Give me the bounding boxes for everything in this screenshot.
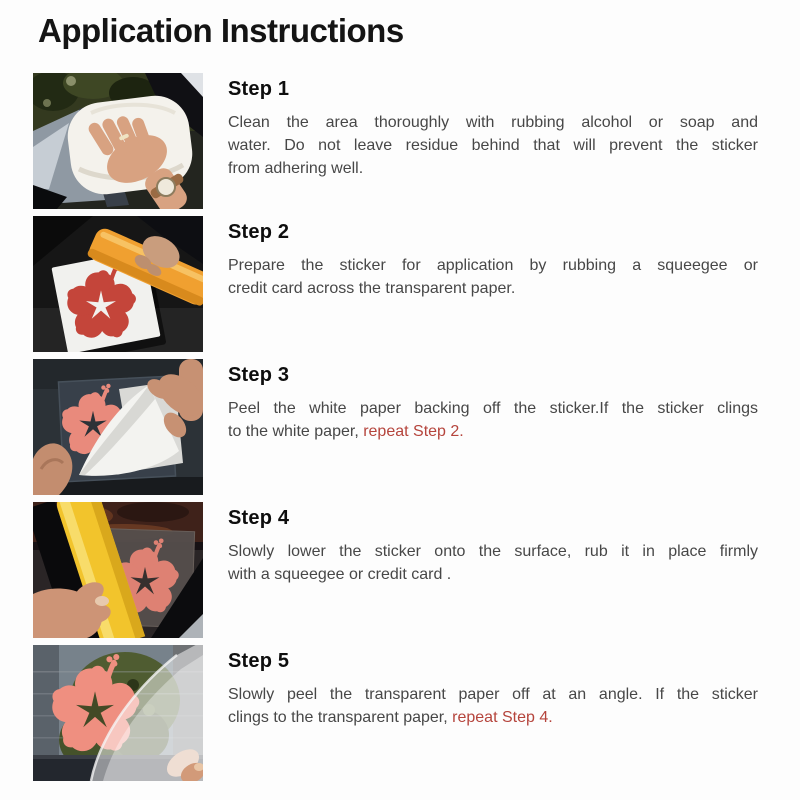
step4-body-line: Slowly lower the sticker onto the surface, rub it in place firmly	[228, 543, 758, 560]
step5-content	[228, 645, 758, 781]
step1-body-line: Clean the area thoroughly with rubbing alcohol or soap and	[228, 114, 758, 131]
step2-body-line: credit card across the transparent paper.	[228, 280, 516, 297]
step3-heading: Step 3	[228, 364, 290, 386]
step-row-3	[33, 359, 800, 495]
hand-wiping-car-surface-with-white-cloth-icon	[33, 73, 203, 209]
step4-body-line: with a squeegee or credit card .	[228, 566, 452, 583]
step-row-2	[33, 216, 800, 352]
steps-list	[33, 73, 800, 781]
step3-photo	[33, 359, 203, 495]
step4-heading: Step 4	[228, 507, 290, 529]
step4-photo	[33, 502, 203, 638]
hand-pressing-sticker-with-yellow-squeegee-icon	[33, 502, 203, 638]
page-title: Application Instructions	[38, 12, 404, 49]
hand-peeling-transparent-paper-off-window-icon	[33, 645, 203, 781]
step4-content	[228, 502, 758, 638]
step5-body-line: clings to the transparent paper, repeat Step 4.	[228, 709, 553, 726]
step2-photo	[33, 216, 203, 352]
repeat-step-2-text: repeat Step 2.	[363, 423, 464, 440]
step5-heading: Step 5	[228, 650, 290, 672]
step-row-1	[33, 73, 800, 209]
step1-body-line: from adhering well.	[228, 160, 364, 177]
squeegee-rubbing-sticker-on-black-table-icon	[33, 216, 203, 352]
step2-content	[228, 216, 758, 352]
step-row-4	[33, 502, 800, 638]
repeat-step-4-text: repeat Step 4.	[452, 709, 553, 726]
hands-peeling-white-paper-backing-icon	[33, 359, 203, 495]
step5-body-line: Slowly peel the transparent paper off at an angle. If the sticker	[228, 686, 758, 703]
step3-content	[228, 359, 758, 495]
step1-body-line: water. Do not leave residue behind that will prevent the sticker	[228, 137, 758, 154]
step3-body-line: to the white paper, repeat Step 2.	[228, 423, 464, 440]
step3-body-line: Peel the white paper backing off the sticker.If the sticker clings	[228, 400, 758, 417]
step2-heading: Step 2	[228, 221, 290, 243]
step1-heading: Step 1	[228, 78, 290, 100]
step5-photo	[33, 645, 203, 781]
step1-photo	[33, 73, 203, 209]
step1-content	[228, 73, 758, 209]
step2-body-line: Prepare the sticker for application by rubbing a squeegee or	[228, 257, 758, 274]
step-row-5	[33, 645, 800, 781]
